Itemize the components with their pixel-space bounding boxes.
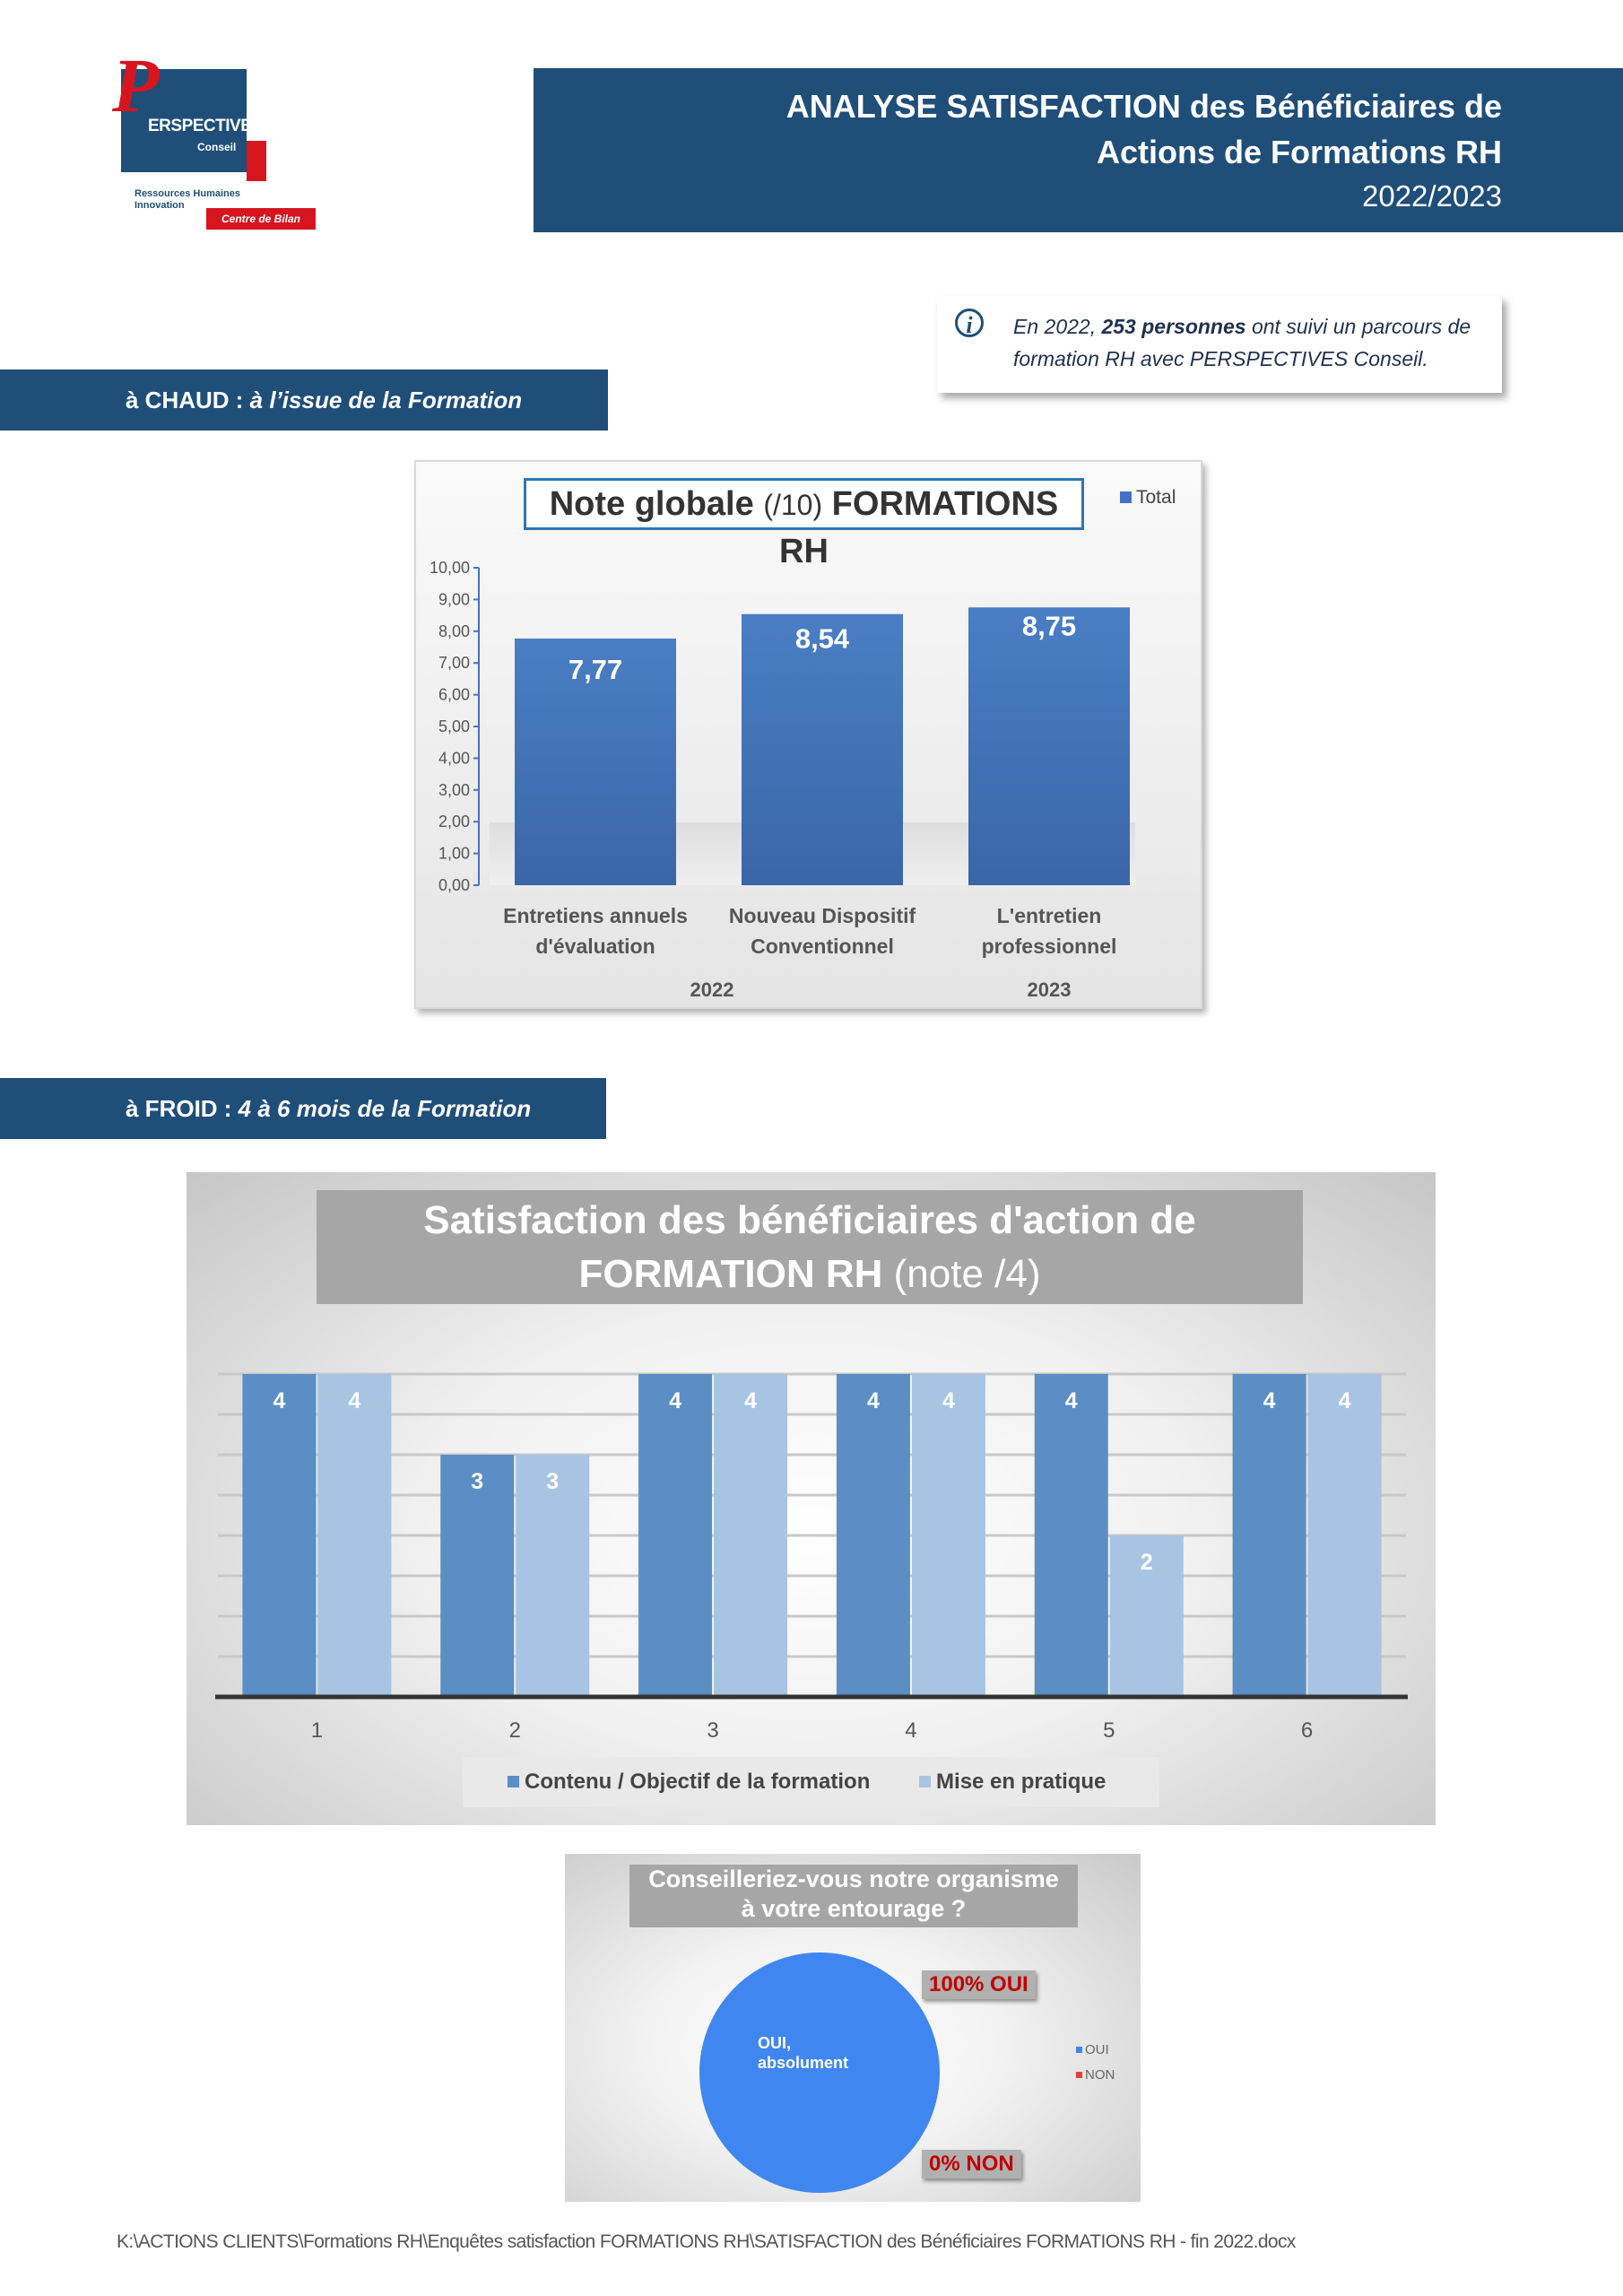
- chart2-value-label: 2: [1140, 1550, 1153, 1575]
- chart2-bar-contenu: [638, 1374, 712, 1697]
- chart1-category-label: Nouveau Dispositif: [728, 904, 916, 927]
- chart1-y-tick-label: 7,00: [438, 654, 470, 673]
- chart1-group-label: 2022: [690, 978, 734, 1001]
- logo-initial: P: [112, 42, 160, 128]
- chart3-title-line1: Conseilleriez-vous notre organisme: [648, 1866, 1059, 1892]
- chart2-category-label: 5: [1103, 1718, 1115, 1743]
- legend-label-contenu: Contenu / Objectif de la formation: [525, 1770, 871, 1794]
- legend-swatch-oui: [1076, 2047, 1082, 2053]
- chart2-bar-contenu: [1233, 1374, 1306, 1697]
- chart2-bar-pratique: [714, 1374, 787, 1697]
- chart1-value-label: 8,75: [1021, 610, 1077, 642]
- logo-name: ERSPECTIVES: [148, 117, 263, 135]
- info-icon: i: [955, 309, 984, 337]
- chart1-plot: [416, 462, 1201, 1007]
- section-chaud-detail: à l’issue de la Formation: [249, 387, 523, 413]
- legend-label-pratique: Mise en pratique: [936, 1770, 1107, 1794]
- chart1-title: Note globale (/10) FORMATIONS RH: [524, 478, 1084, 530]
- chart2-value-label: 4: [669, 1388, 682, 1413]
- chart3-title-line2: à votre entourage ?: [741, 1895, 967, 1922]
- logo-red-block: [247, 141, 266, 181]
- chart1-category-label: Conventionnel: [751, 935, 894, 958]
- chart3-title: [629, 1865, 1078, 1927]
- callout-oui: 100% OUI: [922, 1970, 1036, 1999]
- chart2-value-label: 4: [942, 1388, 955, 1413]
- legend-label-oui: OUI: [1085, 2042, 1109, 2057]
- chart1-value-label: 7,77: [568, 653, 623, 685]
- chart1-y-tick-label: 2,00: [438, 813, 470, 831]
- chart2-category-label: 2: [508, 1718, 521, 1743]
- legend-swatch-pratique: [919, 1776, 931, 1787]
- legend-label-non: NON: [1085, 2067, 1115, 2083]
- legend-item-non: [1076, 2067, 1115, 2083]
- section-froid-band: [0, 1078, 606, 1139]
- chart2-value-label: 3: [471, 1469, 484, 1494]
- chart2-value-label: 4: [866, 1388, 880, 1413]
- legend-swatch-contenu: [508, 1776, 519, 1787]
- chart1-bar: [742, 614, 903, 885]
- logo-sub: Conseil: [197, 141, 237, 153]
- chart1-y-tick-label: 1,00: [438, 844, 470, 863]
- chart1-bar: [968, 607, 1130, 885]
- chart1-y-tick-label: 9,00: [438, 590, 470, 609]
- chart1-group-label: 2023: [1027, 978, 1072, 1001]
- legend-label-total: Total: [1136, 487, 1176, 508]
- chart1-y-tick-label: 5,00: [438, 718, 470, 735]
- chart1-y-tick-label: 6,00: [438, 685, 470, 704]
- chart2-bar-contenu: [837, 1374, 910, 1697]
- header-title-line1: ANALYSE SATISFACTION des Bénéficiaires de: [785, 88, 1502, 125]
- chart2-category-label: 6: [1300, 1718, 1314, 1743]
- section-chaud-label: à CHAUD :: [126, 387, 250, 413]
- chart2-bar-contenu: [1035, 1374, 1108, 1697]
- chart1-y-tick-label: 10,00: [429, 559, 470, 577]
- legend-item-oui: [1076, 2042, 1109, 2057]
- chart1-y-tick-label: 4,00: [438, 749, 470, 768]
- chart2-value-label: 4: [744, 1388, 758, 1413]
- chart1-y-tick-label: 3,00: [438, 780, 470, 799]
- chart-note-globale: [414, 460, 1202, 1009]
- chart2-category-label: 3: [707, 1718, 719, 1743]
- info-highlight: 253 personnes: [1101, 315, 1246, 338]
- chart2-bar-pratique: [912, 1374, 985, 1697]
- chart2-bar-contenu: [242, 1374, 316, 1697]
- chart-recommandation: [565, 1854, 1141, 2202]
- chart2-plot: [187, 1172, 1436, 1825]
- info-text: En 2022, 253 personnes ont suivi un parcours de formation RH avec PERSPECTIVES Conseil.: [1013, 315, 1471, 370]
- chart1-y-tick-label: 0,00: [438, 876, 470, 894]
- callout-non: 0% NON: [922, 2150, 1021, 2179]
- chart2-bar-pratique: [317, 1374, 391, 1697]
- logo-tag-line2: Innovation: [135, 200, 185, 211]
- logo-tag-line1: Ressources Humaines: [135, 188, 240, 199]
- chart2-bar-pratique: [1308, 1374, 1382, 1697]
- chart2-value-label: 4: [348, 1388, 361, 1413]
- chart1-category-label: L'entretien: [996, 904, 1102, 927]
- legend-swatch-non: [1076, 2072, 1082, 2078]
- section-froid-detail: 4 à 6 mois de la Formation: [238, 1095, 532, 1122]
- chart2-legend: [463, 1757, 1159, 1807]
- chart2-value-label: 4: [273, 1388, 286, 1413]
- chart2-value-label: 3: [546, 1469, 560, 1494]
- chart1-y-tick-label: 8,00: [438, 622, 470, 640]
- chart1-category-label: Entretiens annuels: [503, 904, 688, 927]
- info-box: [937, 296, 1502, 393]
- pie-slice-oui: [699, 1952, 940, 2193]
- chart2-category-label: 1: [310, 1718, 324, 1743]
- section-froid-label: à FROID :: [126, 1095, 239, 1122]
- chart-satisfaction: [187, 1172, 1436, 1825]
- pie-slice-label: OUI, absolument: [758, 2034, 849, 2072]
- chart2-value-label: 4: [1064, 1388, 1078, 1413]
- section-chaud-band: [0, 370, 608, 430]
- chart1-category-label: d'évaluation: [535, 935, 655, 958]
- chart2-value-label: 4: [1263, 1388, 1276, 1413]
- chart2-value-label: 4: [1338, 1388, 1351, 1413]
- chart2-category-label: 4: [905, 1718, 917, 1743]
- company-logo: [112, 42, 314, 235]
- chart1-category-label: professionnel: [981, 935, 1117, 958]
- header-title-line2: Actions de Formations RH: [1096, 134, 1502, 170]
- logo-centre-de-bilan: Centre de Bilan: [206, 208, 316, 230]
- chart2-title: Satisfaction des bénéficiaires d'action de FORMATION RH (note /4): [317, 1190, 1303, 1304]
- footer-file-path: K:\ACTIONS CLIENTS\Formations RH\Enquêtes satisfaction FORMATIONS RH\SATISFACTION des Bénéficiaires FORMATIONS RH - fin 2022.docx: [117, 2231, 1296, 2252]
- header-year: 2022/2023: [1362, 179, 1502, 213]
- page-header: [534, 68, 1623, 232]
- chart1-value-label: 8,54: [794, 622, 850, 655]
